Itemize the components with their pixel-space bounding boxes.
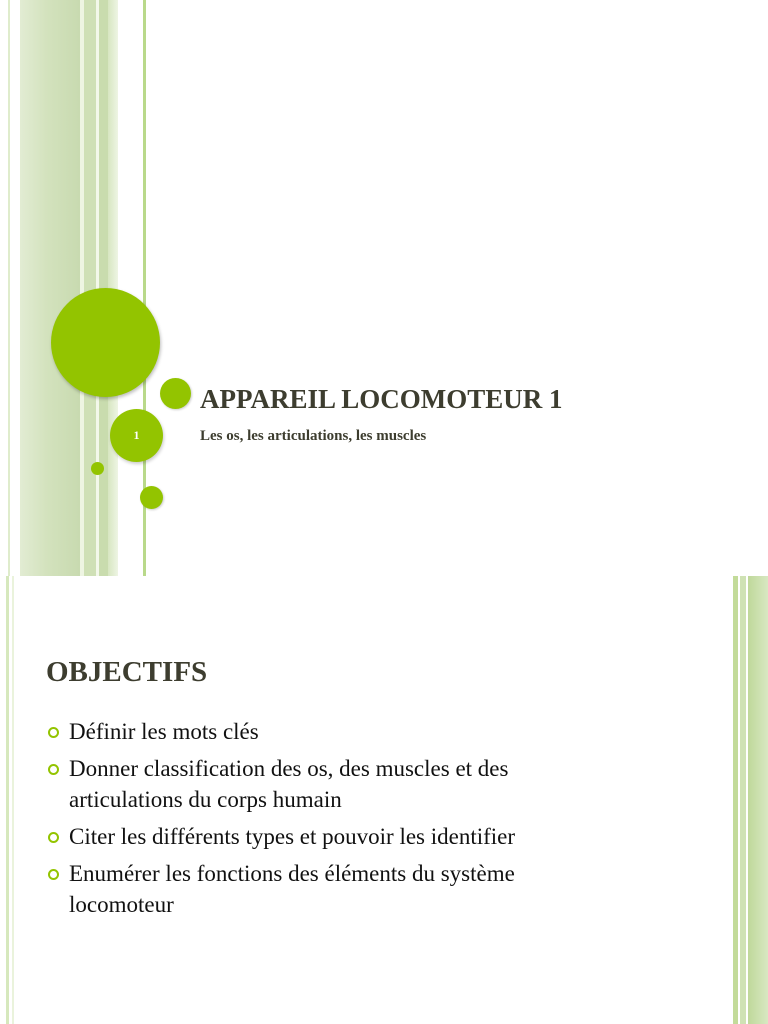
decorative-stripe xyxy=(740,576,746,1024)
circle-bullet-icon xyxy=(48,727,59,738)
circle-bullet-icon xyxy=(48,869,59,880)
decorative-stripe xyxy=(6,576,9,1024)
objectives-slide xyxy=(0,576,768,1024)
slide-number-badge xyxy=(110,409,163,462)
decorative-stripe xyxy=(20,0,80,576)
list-item-text: Définir les mots clés xyxy=(69,719,259,744)
list-item-text: Citer les différents types et pouvoir les identifier xyxy=(69,824,516,849)
decorative-stripe xyxy=(8,0,10,576)
slide-number: 1 xyxy=(133,428,140,442)
circle-bullet-icon xyxy=(48,832,59,843)
list-item-text: Donner classification des os, des muscles et des articulations du corps humain xyxy=(69,756,509,812)
objectives-title: OBJECTIFS xyxy=(46,656,208,688)
slide-subtitle: Les os, les articulations, les muscles xyxy=(200,428,427,444)
circle-bullet-icon xyxy=(48,764,59,775)
list-item xyxy=(48,753,588,815)
list-item-text: Enumérer les fonctions des éléments du système locomoteur xyxy=(69,861,515,917)
list-item xyxy=(48,858,588,920)
list-item xyxy=(48,716,588,747)
decorative-circle-medium xyxy=(160,378,191,409)
list-item xyxy=(48,821,588,852)
decorative-circle-large xyxy=(51,288,160,397)
decorative-stripe xyxy=(748,576,768,1024)
decorative-stripe xyxy=(12,576,14,1024)
decorative-stripe xyxy=(733,576,738,1024)
slide-title: APPAREIL LOCOMOTEUR 1 xyxy=(200,384,563,414)
decorative-circle-tiny xyxy=(91,462,104,475)
decorative-circle-small xyxy=(140,486,163,509)
objectives-list xyxy=(48,716,588,926)
